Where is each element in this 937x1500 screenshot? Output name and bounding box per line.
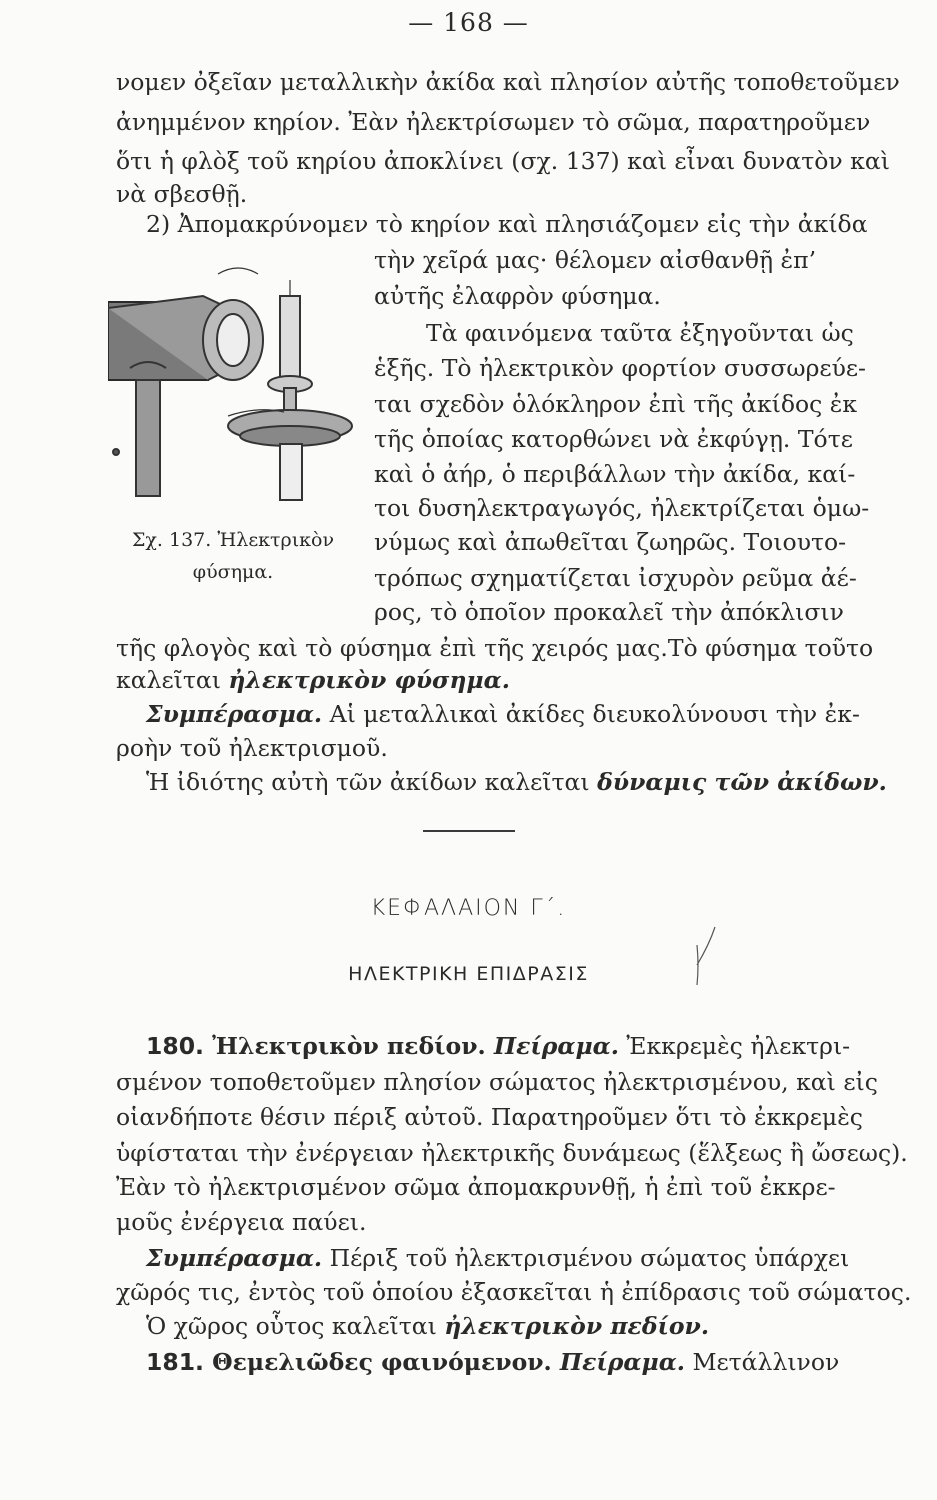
text-line: Τὰ φαινόμενα ταῦτα ἐξηγοῦνται ὡς <box>426 319 854 347</box>
text-span: Μετάλλινον <box>684 1348 840 1376</box>
text-line: ρος, τὸ ὁποῖον προκαλεῖ τὴν ἀπόκλισιν <box>374 598 844 626</box>
text-line: ὑφίσταται τὴν ἐνέργειαν ἠλεκτρικῆς δυνάμεως (ἕλξεως ἢ ὤσεως). <box>116 1139 908 1167</box>
conclusion-label: Συμπέρασμα. <box>146 1244 323 1272</box>
text-line: χῶρός τις, ἐντὸς τοῦ ὁποίου ἐξασκεῖται ἡ ἐπίδρασις τοῦ σώματος. <box>116 1278 912 1306</box>
text-line <box>146 1032 850 1060</box>
text-line: σμένον τοποθετοῦμεν πλησίον σώματος ἠλεκτρισμένου, καὶ εἰς <box>116 1068 878 1096</box>
figure-caption-line: Σχ. 137. Ἠλεκτρικὸν <box>131 529 335 551</box>
chapter-title: ΚΕΦΑΛΑΙΟΝ Γ΄. <box>370 896 567 921</box>
text-span: Ὁ χῶρος οὗτος καλεῖται <box>146 1312 445 1340</box>
figure-caption-line: φύσημα. <box>192 561 274 583</box>
text-line: ἀνημμένον κηρίον. Ἐὰν ἠλεκτρίσωμεν τὸ σῶμα, παρατηροῦμεν <box>116 108 871 136</box>
text-line <box>116 666 510 694</box>
pen-mark <box>685 925 725 995</box>
text-span: Πέριξ τοῦ ἠλεκτρισμένου σώματος ὑπάρχει <box>322 1244 850 1272</box>
electric-wind-figure <box>108 256 358 518</box>
text-line <box>146 1312 709 1340</box>
section-divider <box>423 830 515 832</box>
text-line: ὅτι ἡ φλὸξ τοῦ κηρίου ἀποκλίνει (σχ. 137) καὶ εἶναι δυνατὸν καὶ <box>116 147 890 175</box>
text-line: τοι δυσηλεκτραγωγός, ἠλεκτρίζεται ὁμω- <box>374 494 870 522</box>
text-line: μοῦς ἐνέργεια παύει. <box>116 1208 367 1236</box>
term-electric-wind: ἠλεκτρικὸν φύσημα. <box>228 666 510 694</box>
text-line: 2) Ἀπομακρύνομεν τὸ κηρίον καὶ πλησιάζομεν εἰς τὴν ἀκίδα <box>146 210 868 238</box>
text-line: τῆς ὁποίας κατορθώνει νὰ ἐκφύγῃ. Τότε <box>374 425 853 453</box>
term-power-of-points: δύναμις τῶν ἀκίδων. <box>597 768 887 796</box>
text-span: Ἡ ἰδιότης αὐτὴ τῶν ἀκίδων καλεῖται <box>146 768 598 796</box>
text-line: νύμως καὶ ἀπωθεῖται ζωηρῶς. Τοιουτο- <box>374 528 847 556</box>
conclusion-label: Συμπέρασμα. <box>146 700 323 728</box>
text-line <box>146 700 860 728</box>
text-line: Ἐὰν τὸ ἠλεκτρισμένον σῶμα ἀπομακρυνθῇ, ἡ ἐπὶ τοῦ ἐκκρε- <box>116 1173 836 1201</box>
text-line: νομεν ὀξεῖαν μεταλλικὴν ἀκίδα καὶ πλησίον αὐτῆς τοποθετοῦμεν <box>116 68 900 96</box>
text-line: τρόπως σχηματίζεται ἰσχυρὸν ρεῦμα ἀέ- <box>374 564 857 592</box>
text-line: νὰ σβεσθῇ. <box>116 180 248 208</box>
text-line: αὐτῆς ἐλαφρὸν φύσημα. <box>374 282 661 310</box>
text-line <box>146 1348 839 1376</box>
section-title: Ἠλεκτρικὸν πεδίον. <box>203 1032 486 1060</box>
text-line: τὴν χεῖρά μας· θέλομεν αἰσθανθῇ ἐπ’ <box>374 246 817 274</box>
point-conductor-drawing <box>108 268 263 496</box>
section-title: Θεμελιῶδες φαινόμενον. <box>203 1348 552 1376</box>
text-line: οἱανδήποτε θέσιν πέριξ αὐτοῦ. Παρατηροῦμεν ὅτι τὸ ἐκκρεμὲς <box>116 1103 863 1131</box>
text-line <box>146 768 887 796</box>
experiment-label: Πείραμα. <box>485 1032 619 1060</box>
text-span: καλεῖται <box>116 666 229 694</box>
text-line: τῆς φλογὸς καὶ τὸ φύσημα ἐπὶ τῆς χειρός μας.Τὸ φύσημα τοῦτο <box>116 634 874 662</box>
section-number: 181. <box>146 1348 204 1376</box>
text-span: Ἐκκρεμὲς ἠλεκτρι- <box>618 1032 851 1060</box>
text-line: καὶ ὁ ἀήρ, ὁ περιβάλλων τὴν ἀκίδα, καί- <box>374 460 856 488</box>
text-line: ἑξῆς. Τὸ ἠλεκτρικὸν φορτίον συσσωρεύε- <box>374 354 866 382</box>
page-number: — 168 — <box>408 8 529 37</box>
experiment-label: Πείραμα. <box>551 1348 685 1376</box>
text-line: ται σχεδὸν ὁλόκληρον ἐπὶ τῆς ἀκίδος ἐκ <box>374 390 858 418</box>
section-number: 180. <box>146 1032 204 1060</box>
term-electric-field: ἠλεκτρικὸν πεδίον. <box>444 1312 710 1340</box>
chapter-subtitle: ΗΛΕΚΤΡΙΚΗ ΕΠΙΔΡΑΣΙΣ <box>348 963 589 985</box>
text-line: ροὴν τοῦ ἠλεκτρισμοῦ. <box>116 734 388 762</box>
text-span: Αἱ μεταλλικαὶ ἀκίδες διευκολύνουσι τὴν ἐκ- <box>322 700 860 728</box>
text-line <box>146 1244 849 1272</box>
figure-caption <box>108 528 358 584</box>
